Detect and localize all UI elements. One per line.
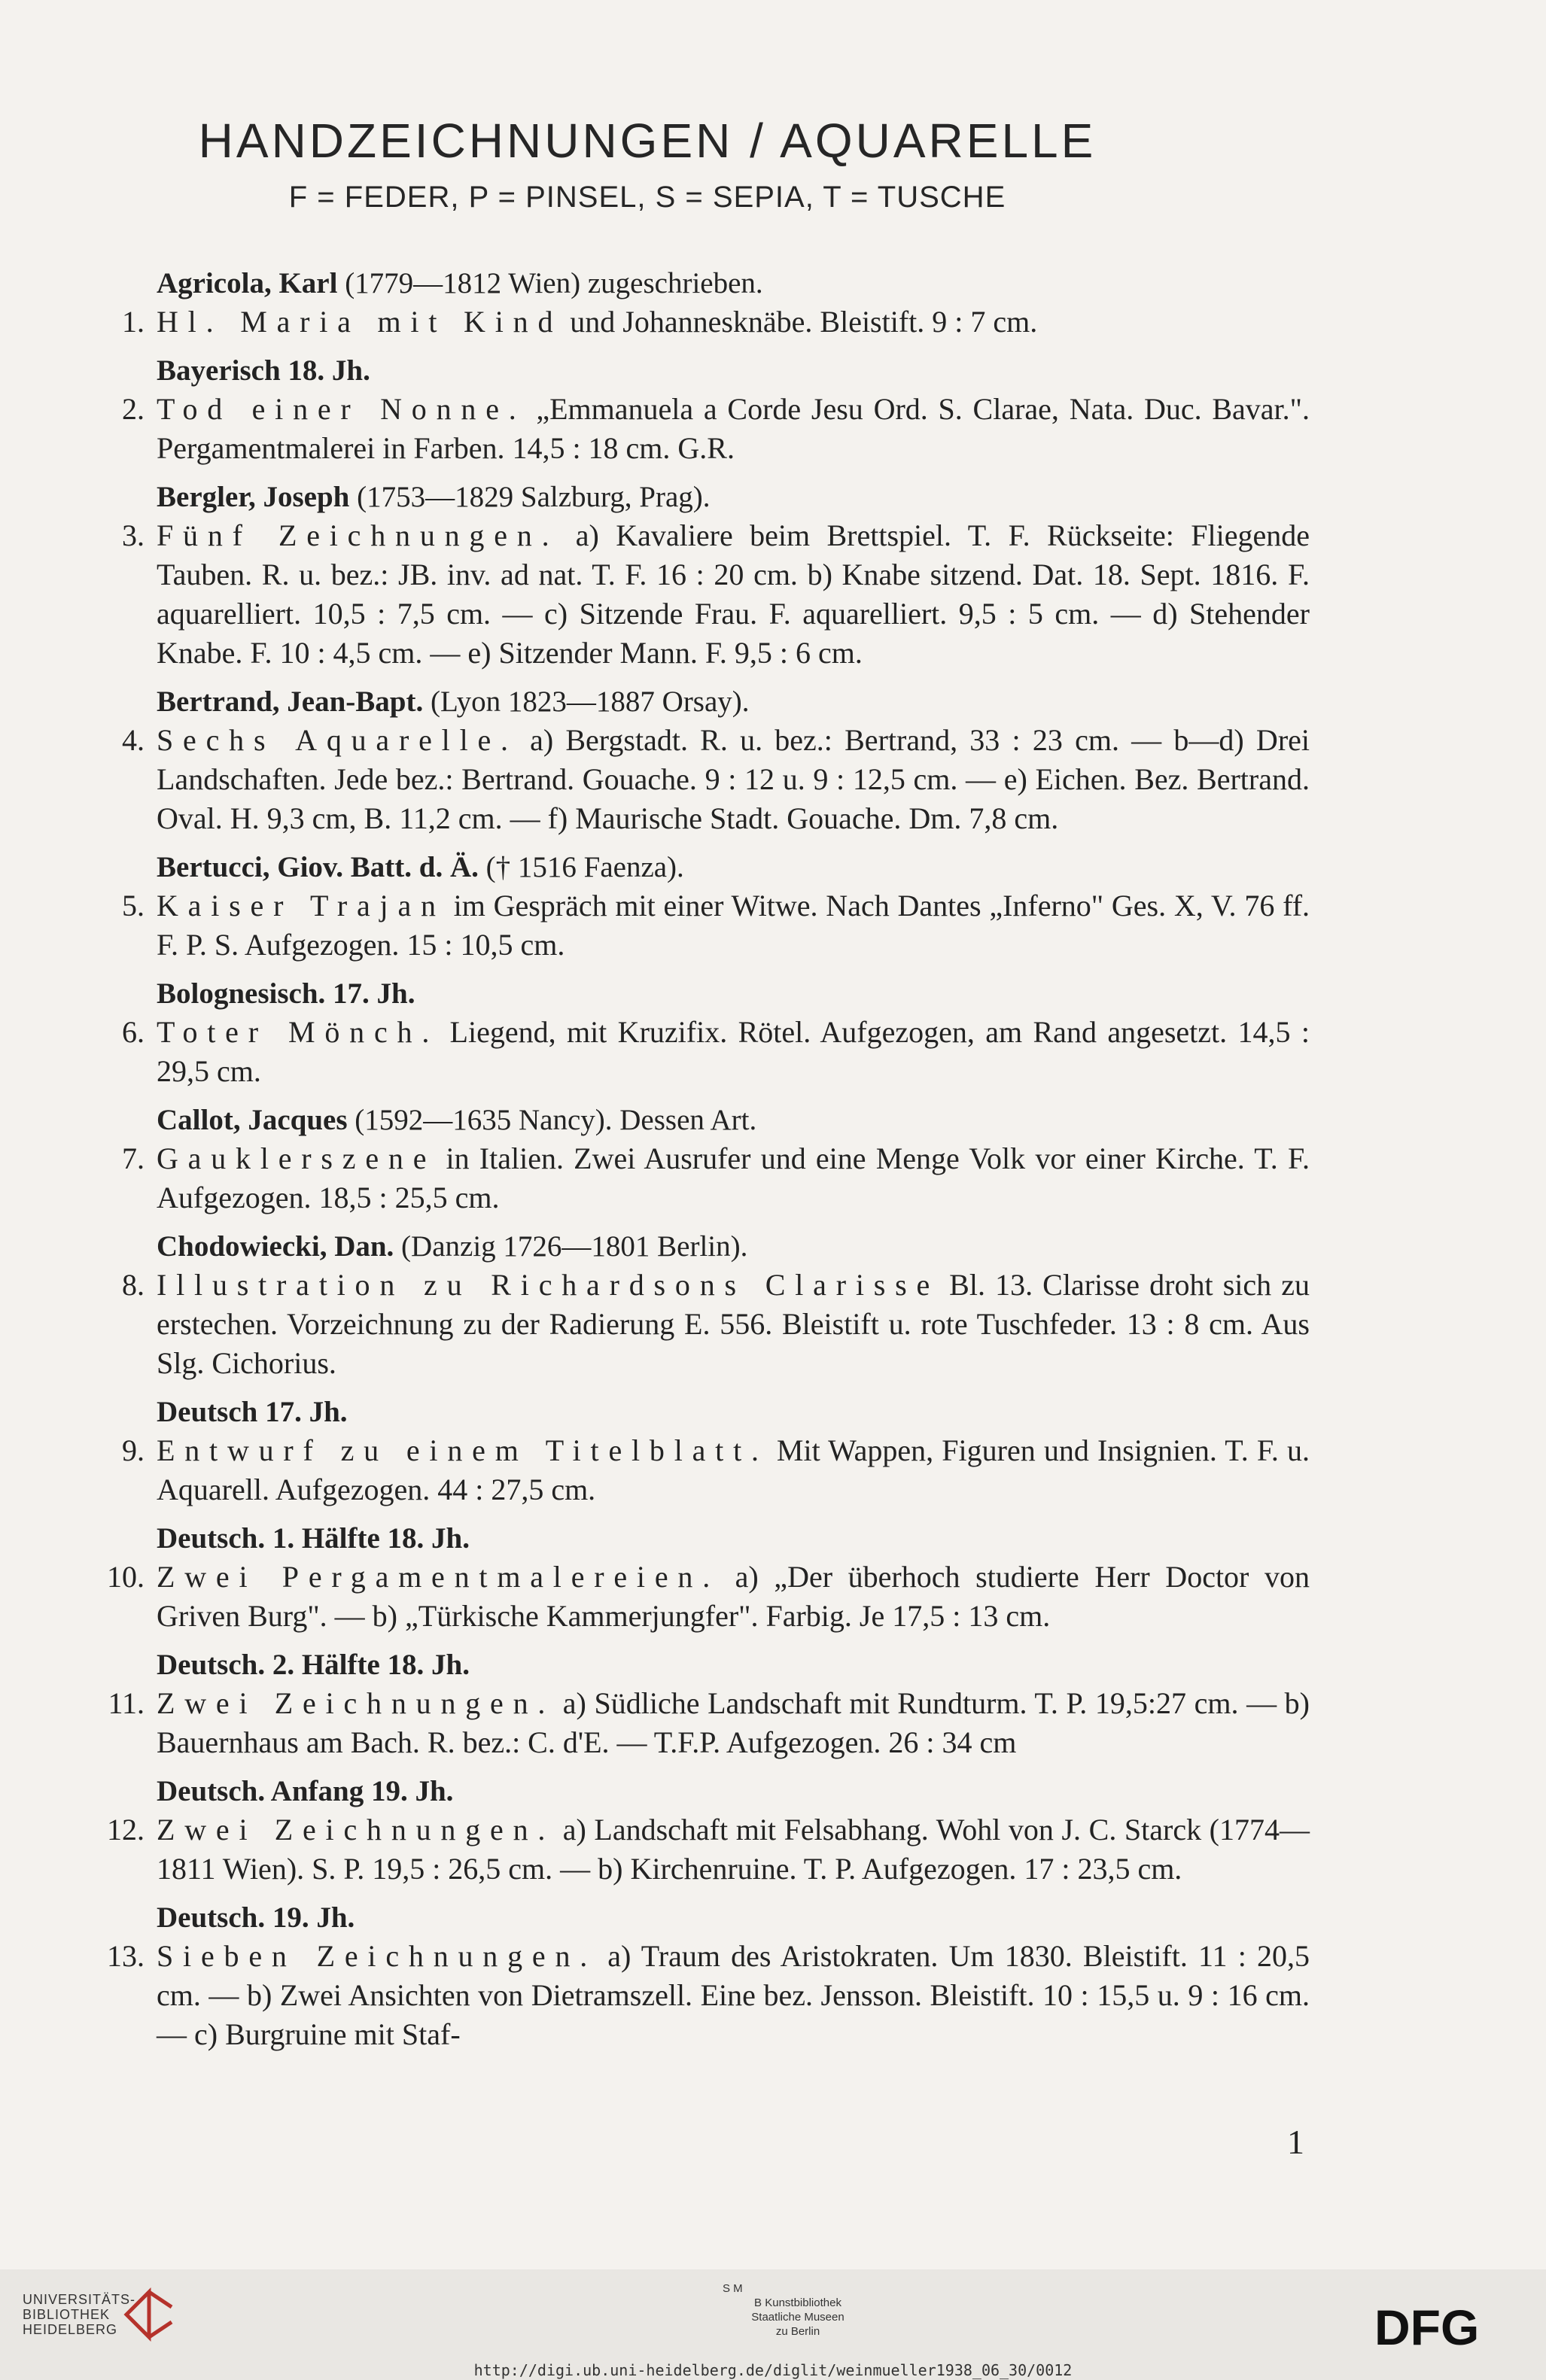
artist-name: Deutsch. Anfang 19. Jh. <box>157 1775 454 1807</box>
dfg-logo-text: DFG <box>1374 2302 1480 2351</box>
lot-text <box>157 1558 1310 1636</box>
lot-title: Tod einer Nonne. <box>157 392 526 426</box>
library-name-line: HEIDELBERG <box>23 2322 118 2337</box>
artist-line <box>157 1228 1310 1266</box>
lot-number: 2. <box>122 392 145 426</box>
artist-name: Deutsch 17. Jh. <box>157 1396 348 1428</box>
lot-title: Hl. Maria mit Kind <box>157 305 563 339</box>
lot-description <box>98 390 1310 468</box>
sm-mark: S M <box>723 2282 743 2295</box>
artist-name: Bertrand, Jean-Bapt. <box>157 685 424 718</box>
catalog-entry <box>98 352 1310 468</box>
artist-name: Deutsch. 2. Hälfte 18. Jh. <box>157 1649 470 1681</box>
artist-line <box>157 1394 1310 1431</box>
library-name-line: UNIVERSITÄTS- <box>23 2292 136 2307</box>
artist-name: Deutsch. 19. Jh. <box>157 1901 355 1934</box>
lot-title: Sechs Aquarelle. <box>157 723 518 757</box>
artist-name: Callot, Jacques <box>157 1104 348 1136</box>
artist-line <box>157 975 1310 1013</box>
artist-line <box>157 352 1310 390</box>
kunstbibliothek-line: B Kunstbibliothek <box>754 2296 841 2309</box>
artist-line <box>157 1899 1310 1937</box>
lot-text <box>157 1431 1310 1509</box>
lot-number: 5. <box>122 889 145 923</box>
artist-line <box>157 1773 1310 1810</box>
lot-text <box>157 721 1310 838</box>
page-number: 1 <box>1287 2123 1304 2161</box>
artist-line <box>157 1520 1310 1558</box>
lot-title: Zwei Zeichnungen. <box>157 1813 555 1847</box>
lot-title: Zwei Pergamentmalereien. <box>157 1560 720 1594</box>
catalog-entry <box>98 1394 1310 1509</box>
lot-title: Zwei Zeichnungen. <box>157 1686 555 1720</box>
lot-description <box>98 1684 1310 1762</box>
artist-name: Chodowiecki, Dan. <box>157 1230 394 1263</box>
catalog-entry <box>98 479 1310 673</box>
artist-line <box>157 849 1310 886</box>
lot-number: 3. <box>122 518 145 552</box>
lot-number: 8. <box>122 1268 145 1302</box>
artist-dates: (Lyon 1823—1887 Orsay). <box>423 685 750 718</box>
lot-title: Toter Mönch. <box>157 1015 440 1049</box>
lot-number: 10. <box>107 1560 145 1594</box>
artist-name: Bergler, Joseph <box>157 481 350 513</box>
artist-dates: (Danzig 1726—1801 Berlin). <box>394 1230 748 1263</box>
lot-title: Kaiser Trajan <box>157 889 446 923</box>
page-heading: HANDZEICHNUNGEN / AQUARELLE <box>198 114 1097 168</box>
artist-name: Bayerisch 18. Jh. <box>157 354 370 387</box>
lot-description <box>98 1558 1310 1636</box>
lot-text <box>157 1810 1310 1889</box>
lot-text <box>157 1139 1310 1217</box>
catalog-entry <box>98 849 1310 965</box>
catalog-entry <box>98 683 1310 838</box>
artist-line <box>157 479 1310 516</box>
catalog-entry <box>98 1773 1310 1889</box>
lot-details: in Italien. Zwei Ausrufer und eine Menge Volk vor einer Kirche. T. F. Aufgezogen. 18,5 : 25,5 cm. <box>157 1141 1310 1214</box>
lot-details: a) Bergstadt. R. u. bez.: Bertrand, 33 : 23 cm. — b—d) Drei Landschaften. Jede bez.: Bertrand. Gouache. 9 : 12 u. 9 : 12,5 cm. — e) Eichen. Bez. Bertrand. Oval. H. 9,3 cm, B. 11,2 cm. — f) Maurische Stadt. Gouache. Dm. 7,8 cm. <box>157 723 1310 835</box>
lot-details: Bl. 13. Clarisse droht sich zu erstechen. Vorzeichnung zu der Radierung E. 556. Bleistift u. rote Tuschfeder. 13 : 8 cm. Aus Slg. Cichorius. <box>157 1268 1310 1380</box>
catalog-entry <box>98 265 1310 342</box>
lot-text <box>157 1684 1310 1762</box>
lot-details: a) Südliche Landschaft mit Rundturm. T. P. 19,5:27 cm. — b) Bauernhaus am Bach. R. bez.: C. d'E. — T.F.P. Aufgezogen. 26 : 34 cm <box>157 1686 1310 1759</box>
lot-description <box>98 1431 1310 1509</box>
lot-details: und Johannesknäbe. Bleistift. 9 : 7 cm. <box>562 305 1038 339</box>
lot-text <box>157 886 1310 965</box>
library-name-line: BIBLIOTHEK <box>23 2307 111 2322</box>
lot-details: a) Kavaliere beim Brettspiel. T. F. Rückseite: Fliegende Tauben. R. u. bez.: JB. inv. ad nat. T. F. 16 : 20 cm. b) Knabe sitzend. Dat. 18. Sept. 1816. F. aquarelliert. 10,5 : 7,5 cm. — c) Sitzende Frau. F. aquarelliert. 9,5 : 5 cm. — d) Stehender Knabe. F. 10 : 4,5 cm. — e) Sitzender Mann. F. 9,5 : 6 cm. <box>157 518 1310 670</box>
catalog-entry <box>98 1646 1310 1762</box>
kunstbibliothek-line: Staatliche Museen <box>751 2311 845 2324</box>
lot-text <box>157 1013 1310 1091</box>
permalink-url[interactable]: http://digi.ub.uni-heidelberg.de/diglit/weinmueller1938_06_30/0012 <box>473 2361 1073 2379</box>
abbreviation-legend: F = FEDER, P = PINSEL, S = SEPIA, T = TUSCHE <box>288 181 1006 214</box>
lot-details: a) Traum des Aristokraten. Um 1830. Bleistift. 11 : 20,5 cm. — b) Zwei Ansichten von Dietramszell. Eine bez. Jensson. Bleistift. 10 : 15,5 u. 9 : 16 cm. — c) Burgruine mit Staf- <box>157 1939 1310 2051</box>
lot-details: Mit Wappen, Figuren und Insignien. T. F. u. Aquarell. Aufgezogen. 44 : 27,5 cm. <box>157 1433 1310 1506</box>
lot-details: a) „Der überhoch studierte Herr Doctor von Griven Burg". — b) „Türkische Kammerjungfer". Farbig. Je 17,5 : 13 cm. <box>157 1560 1310 1633</box>
lot-details: im Gespräch mit einer Witwe. Nach Dantes „Inferno" Ges. X, V. 76 ff. F. P. S. Aufgezogen. 15 : 10,5 cm. <box>157 889 1310 962</box>
lot-title: Illustration zu Richardsons Clarisse <box>157 1268 940 1302</box>
lot-description <box>98 721 1310 838</box>
lot-text <box>157 516 1310 673</box>
kunstbibliothek-line: zu Berlin <box>775 2325 820 2338</box>
artist-dates: († 1516 Faenza). <box>478 851 684 883</box>
kunstbibliothek-logo[interactable] <box>723 2281 873 2339</box>
lot-description <box>98 1937 1310 2054</box>
lot-number: 13. <box>107 1939 145 1973</box>
lot-details: a) Landschaft mit Felsabhang. Wohl von J. C. Starck (1774—1811 Wien). S. P. 19,5 : 26,5 cm. — b) Kirchenruine. T. P. Aufgezogen. 17 : 23,5 cm. <box>157 1813 1310 1886</box>
lot-number: 7. <box>122 1141 145 1175</box>
catalog-entry <box>98 975 1310 1091</box>
artist-name: Deutsch. 1. Hälfte 18. Jh. <box>157 1522 470 1555</box>
lot-text <box>157 302 1310 342</box>
library-mark-icon <box>119 2284 187 2345</box>
catalog-entry <box>98 1102 1310 1217</box>
lot-description <box>98 1013 1310 1091</box>
lot-details: Liegend, mit Kruzifix. Rötel. Aufgezogen, am Rand angesetzt. 14,5 : 29,5 cm. <box>157 1015 1310 1088</box>
lot-number: 12. <box>107 1813 145 1847</box>
artist-dates: (1779—1812 Wien) zugeschrieben. <box>337 267 763 299</box>
lot-title: Entwurf zu einem Titelblatt. <box>157 1433 768 1467</box>
lot-details: „Emmanuela a Corde Jesu Ord. S. Clarae, Nata. Duc. Bavar.". Pergamentmalerei in Farben. 14,5 : 18 cm. G.R. <box>157 392 1310 465</box>
lot-description <box>98 1810 1310 1889</box>
lot-title: Sieben Zeichnungen. <box>157 1939 598 1973</box>
lot-number: 1. <box>122 305 145 339</box>
lot-text <box>157 1266 1310 1383</box>
dfg-logo[interactable] <box>1374 2302 1517 2351</box>
lot-title: Fünf Zeichnungen. <box>157 518 559 552</box>
lot-description <box>98 1139 1310 1217</box>
catalog-entry <box>98 1228 1310 1383</box>
artist-name: Agricola, Karl <box>157 267 338 299</box>
catalog-entry <box>98 1520 1310 1636</box>
artist-line <box>157 265 1310 302</box>
lot-text <box>157 390 1310 468</box>
lot-title: Gauklerszene <box>157 1141 437 1175</box>
lot-number: 4. <box>122 723 145 757</box>
lot-description <box>98 516 1310 673</box>
artist-line <box>157 1102 1310 1139</box>
catalog-entry <box>98 1899 1310 2054</box>
artist-name: Bertucci, Giov. Batt. d. Ä. <box>157 851 479 883</box>
artist-dates: (1592—1635 Nancy). Dessen Art. <box>347 1104 757 1136</box>
digitization-footer <box>0 2269 1546 2380</box>
lot-number: 9. <box>122 1433 145 1467</box>
artist-line <box>157 683 1310 721</box>
artist-dates: (1753—1829 Salzburg, Prag). <box>349 481 711 513</box>
lot-description <box>98 886 1310 965</box>
lot-number: 6. <box>122 1015 145 1049</box>
catalog-list <box>98 265 1310 2065</box>
lot-text <box>157 1937 1310 2054</box>
lot-description <box>98 302 1310 342</box>
artist-line <box>157 1646 1310 1684</box>
lot-description <box>98 1266 1310 1383</box>
artist-name: Bolognesisch. 17. Jh. <box>157 977 415 1010</box>
lot-number: 11. <box>108 1686 145 1720</box>
